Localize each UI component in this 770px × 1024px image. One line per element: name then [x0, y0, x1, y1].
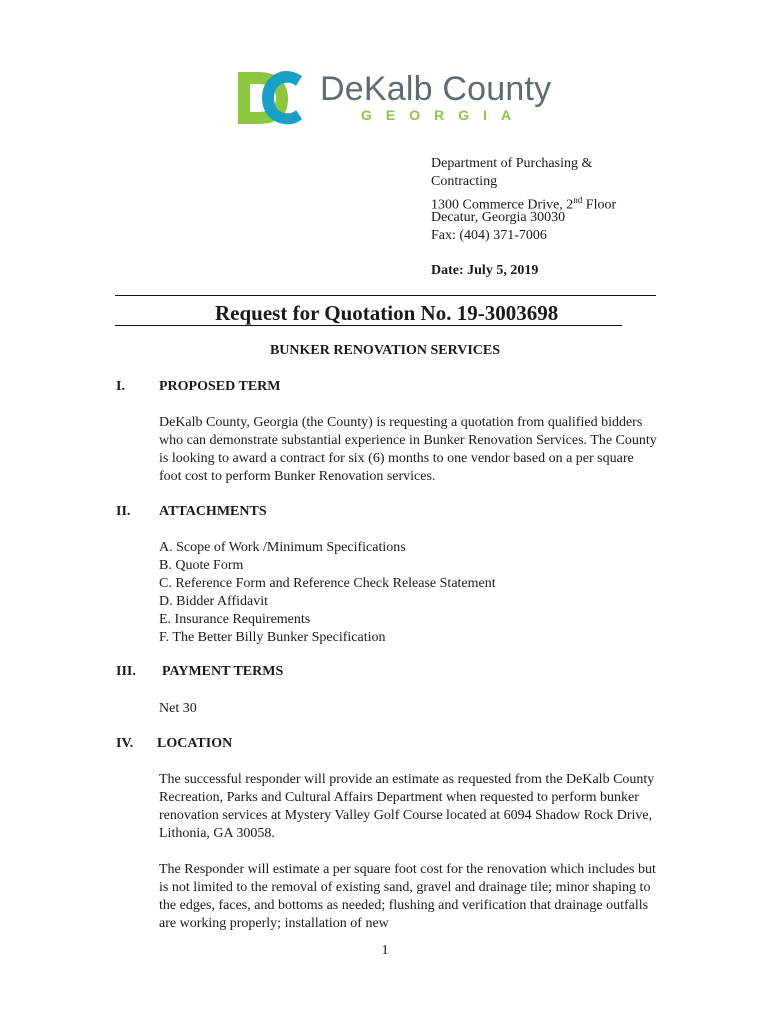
title-underline-left: [115, 303, 215, 326]
section-heading: PAYMENT TERMS: [162, 664, 284, 679]
attachment-item: A. Scope of Work /Minimum Specifications: [159, 540, 406, 555]
attachment-item: D. Bidder Affidavit: [159, 594, 269, 609]
attachment-item: B. Quote Form: [159, 558, 244, 573]
logo-county-name: DeKalb County: [320, 70, 552, 108]
section-number: I.: [116, 379, 125, 394]
attachment-item: C. Reference Form and Reference Check Release Statement: [159, 576, 496, 591]
address-line: Decatur, Georgia 30030: [431, 210, 566, 225]
section-paragraph: DeKalb County, Georgia (the County) is requesting a quotation from qualified bidders who can demonstrate substantial experience in Bunker Renovation Services. The County is looking to award a contract for six (6) months to one vendor based on a per square foot cost to perform Bunker Renovation services.: [159, 415, 657, 484]
address-line: Fax: (404) 371-7006: [431, 228, 547, 243]
address-line: Department of Purchasing &: [431, 156, 593, 171]
attachment-item: F. The Better Billy Bunker Specification: [159, 630, 386, 645]
section-heading: ATTACHMENTS: [159, 504, 267, 519]
title-underline-right: [558, 303, 622, 326]
address-line: Contracting: [431, 174, 498, 189]
section-number: III.: [116, 664, 136, 679]
section-paragraph: The successful responder will provide an estimate as requested from the DeKalb County Recreation, Parks and Cultural Affairs Department when requested to perform bunker renovation services at Mystery Valley Golf Course located at 6094 Shadow Rock Drive, Lithonia, GA 30058.: [159, 772, 655, 841]
rfq-subtitle: BUNKER RENOVATION SERVICES: [269, 343, 501, 358]
address-line: 1300 Commerce Drive, 2nd Floor: [431, 195, 617, 213]
section-heading: PROPOSED TERM: [159, 379, 281, 394]
page-number: 1: [381, 943, 389, 958]
attachment-item: E. Insurance Requirements: [159, 612, 311, 627]
section-number: II.: [116, 504, 131, 519]
section-heading: LOCATION: [157, 736, 233, 751]
rfq-title: Request for Quotation No. 19-3003698: [215, 301, 559, 325]
document-date: Date: July 5, 2019: [431, 263, 539, 278]
section-paragraph: The Responder will estimate a per square foot cost for the renovation which includes but is not limited to the removal of existing sand, gravel and drainage tile; minor shaping to the edges, faces, and bottoms as needed; flushing and verification that drainage outfalls are working properly; installation of new: [159, 862, 656, 931]
section-number: IV.: [116, 736, 134, 751]
section-paragraph: Net 30: [159, 701, 197, 716]
top-rule: [115, 295, 656, 296]
rfq-title-row: [115, 301, 656, 326]
logo-state-name: GEORGIA: [361, 107, 526, 123]
